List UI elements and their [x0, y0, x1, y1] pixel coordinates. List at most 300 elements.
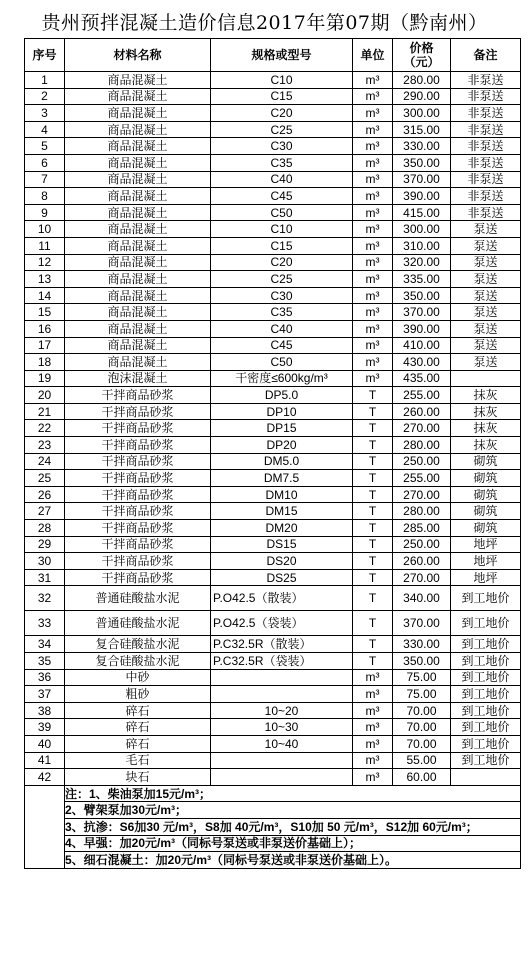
spec-model-cell: C35 — [211, 154, 353, 171]
remark-cell: 非泵送 — [451, 105, 521, 122]
row-number-cell: 23 — [25, 437, 65, 454]
unit-cell: m³ — [353, 72, 393, 89]
table-row — [25, 138, 521, 155]
table-row — [25, 702, 521, 719]
remark-cell: 泵送 — [451, 304, 521, 321]
header-note: 备注 — [451, 39, 521, 72]
material-name-cell: 干拌商品砂浆 — [65, 486, 211, 503]
remark-cell: 砌筑 — [451, 453, 521, 470]
material-name-cell: 块石 — [65, 769, 211, 786]
row-number-cell: 39 — [25, 719, 65, 736]
spec-model-cell: C40 — [211, 171, 353, 188]
note-row — [25, 785, 521, 802]
unit-cell: m³ — [353, 105, 393, 122]
spec-model-cell: 10~40 — [211, 735, 353, 752]
unit-cell: T — [353, 553, 393, 570]
table-row — [25, 320, 521, 337]
price-cell: 390.00 — [393, 188, 451, 205]
material-name-cell: 毛石 — [65, 752, 211, 769]
remark-cell — [451, 370, 521, 387]
price-cell: 75.00 — [393, 686, 451, 703]
unit-cell: T — [353, 520, 393, 537]
table-row — [25, 611, 521, 636]
table-row — [25, 88, 521, 105]
unit-cell: T — [353, 611, 393, 636]
unit-cell: m³ — [353, 719, 393, 736]
table-row — [25, 188, 521, 205]
unit-cell: m³ — [353, 769, 393, 786]
spec-model-cell: DM7.5 — [211, 470, 353, 487]
remark-cell: 砌筑 — [451, 503, 521, 520]
spec-model-cell: P.C32.5R（散装） — [211, 636, 353, 653]
remark-cell: 非泵送 — [451, 171, 521, 188]
table-row — [25, 503, 521, 520]
material-name-cell: 商品混凝土 — [65, 254, 211, 271]
table-row — [25, 437, 521, 454]
material-name-cell: 泡沫混凝土 — [65, 370, 211, 387]
spec-model-cell — [211, 769, 353, 786]
material-name-cell: 碎石 — [65, 735, 211, 752]
spec-model-cell: C10 — [211, 72, 353, 89]
remark-cell: 地坪 — [451, 536, 521, 553]
price-cell: 315.00 — [393, 121, 451, 138]
remark-cell: 到工地价 — [451, 586, 521, 611]
remark-cell: 非泵送 — [451, 188, 521, 205]
remark-cell: 泵送 — [451, 237, 521, 254]
remark-cell: 地坪 — [451, 553, 521, 570]
unit-cell: m³ — [353, 271, 393, 288]
price-cell: 250.00 — [393, 536, 451, 553]
spec-model-cell: C35 — [211, 304, 353, 321]
header-name: 材料名称 — [65, 39, 211, 72]
row-number-cell: 41 — [25, 752, 65, 769]
spec-model-cell: C25 — [211, 271, 353, 288]
table-row — [25, 486, 521, 503]
price-cell: 350.00 — [393, 653, 451, 670]
price-cell: 255.00 — [393, 470, 451, 487]
row-number-cell: 31 — [25, 569, 65, 586]
note-row — [25, 818, 521, 835]
spec-model-cell — [211, 669, 353, 686]
row-number-cell: 22 — [25, 420, 65, 437]
price-cell: 390.00 — [393, 320, 451, 337]
unit-cell: T — [353, 536, 393, 553]
row-number-cell: 13 — [25, 271, 65, 288]
price-cell: 255.00 — [393, 387, 451, 404]
document-title: 贵州预拌混凝土造价信息2017年第07期（黔南州） — [41, 12, 488, 34]
spec-model-cell: C30 — [211, 287, 353, 304]
note-text: 4、早强：加20元/m³（同标号泵送或非泵送价基础上）； — [65, 835, 521, 852]
row-number-cell: 38 — [25, 702, 65, 719]
remark-cell: 到工地价 — [451, 719, 521, 736]
row-number-cell: 6 — [25, 154, 65, 171]
row-number-cell: 34 — [25, 636, 65, 653]
material-name-cell: 干拌商品砂浆 — [65, 437, 211, 454]
price-table — [24, 38, 521, 869]
header-no: 序号 — [25, 39, 65, 72]
price-cell: 70.00 — [393, 702, 451, 719]
table-row — [25, 154, 521, 171]
row-number-cell: 28 — [25, 520, 65, 537]
spec-model-cell: DS15 — [211, 536, 353, 553]
note-text: 2、臂架泵加30元/m³； — [65, 802, 521, 819]
row-number-cell: 4 — [25, 121, 65, 138]
table-header-row — [25, 39, 521, 72]
table-row — [25, 105, 521, 122]
unit-cell: m³ — [353, 320, 393, 337]
spec-model-cell: DS25 — [211, 569, 353, 586]
spec-model-cell — [211, 686, 353, 703]
remark-cell: 泵送 — [451, 271, 521, 288]
remark-cell: 到工地价 — [451, 702, 521, 719]
table-row — [25, 520, 521, 537]
material-name-cell: 商品混凝土 — [65, 121, 211, 138]
remark-cell: 泵送 — [451, 221, 521, 238]
material-name-cell: 干拌商品砂浆 — [65, 553, 211, 570]
price-cell: 60.00 — [393, 769, 451, 786]
row-number-cell: 19 — [25, 370, 65, 387]
table-row — [25, 752, 521, 769]
remark-cell: 非泵送 — [451, 72, 521, 89]
price-cell: 270.00 — [393, 420, 451, 437]
table-row — [25, 354, 521, 371]
remark-cell: 泵送 — [451, 287, 521, 304]
material-name-cell: 普通硅酸盐水泥 — [65, 611, 211, 636]
table-row — [25, 453, 521, 470]
material-name-cell: 普通硅酸盐水泥 — [65, 586, 211, 611]
unit-cell: T — [353, 569, 393, 586]
row-number-cell: 5 — [25, 138, 65, 155]
table-row — [25, 569, 521, 586]
unit-cell: m³ — [353, 254, 393, 271]
price-cell: 300.00 — [393, 105, 451, 122]
material-name-cell: 干拌商品砂浆 — [65, 453, 211, 470]
unit-cell: m³ — [353, 669, 393, 686]
row-number-cell: 25 — [25, 470, 65, 487]
notes-blank-cell — [25, 785, 65, 868]
price-cell: 55.00 — [393, 752, 451, 769]
unit-cell: T — [353, 486, 393, 503]
material-name-cell: 碎石 — [65, 702, 211, 719]
material-name-cell: 复合硅酸盐水泥 — [65, 636, 211, 653]
row-number-cell: 12 — [25, 254, 65, 271]
price-cell: 280.00 — [393, 72, 451, 89]
material-name-cell: 商品混凝土 — [65, 72, 211, 89]
unit-cell: T — [353, 437, 393, 454]
unit-cell: m³ — [353, 121, 393, 138]
remark-cell: 抹灰 — [451, 403, 521, 420]
material-name-cell: 中砂 — [65, 669, 211, 686]
spec-model-cell: DP10 — [211, 403, 353, 420]
unit-cell: m³ — [353, 702, 393, 719]
price-cell: 370.00 — [393, 304, 451, 321]
row-number-cell: 40 — [25, 735, 65, 752]
material-name-cell: 商品混凝土 — [65, 221, 211, 238]
unit-cell: T — [353, 387, 393, 404]
spec-model-cell: C40 — [211, 320, 353, 337]
spec-model-cell: C20 — [211, 105, 353, 122]
row-number-cell: 30 — [25, 553, 65, 570]
unit-cell: m³ — [353, 237, 393, 254]
remark-cell: 抹灰 — [451, 437, 521, 454]
row-number-cell: 18 — [25, 354, 65, 371]
spec-model-cell: DP5.0 — [211, 387, 353, 404]
spec-model-cell: DM10 — [211, 486, 353, 503]
spec-model-cell: C50 — [211, 204, 353, 221]
spec-model-cell: DM15 — [211, 503, 353, 520]
material-name-cell: 粗砂 — [65, 686, 211, 703]
spec-model-cell: P.O42.5（袋装） — [211, 611, 353, 636]
remark-cell: 到工地价 — [451, 752, 521, 769]
remark-cell: 非泵送 — [451, 138, 521, 155]
unit-cell: T — [353, 503, 393, 520]
material-name-cell: 干拌商品砂浆 — [65, 387, 211, 404]
spec-model-cell: C30 — [211, 138, 353, 155]
table-row — [25, 653, 521, 670]
spec-model-cell: C50 — [211, 354, 353, 371]
unit-cell: m³ — [353, 686, 393, 703]
unit-cell: m³ — [353, 354, 393, 371]
material-name-cell: 碎石 — [65, 719, 211, 736]
spec-model-cell: C45 — [211, 337, 353, 354]
remark-cell: 抹灰 — [451, 420, 521, 437]
price-cell: 370.00 — [393, 171, 451, 188]
material-name-cell: 商品混凝土 — [65, 154, 211, 171]
row-number-cell: 32 — [25, 586, 65, 611]
row-number-cell: 37 — [25, 686, 65, 703]
spec-model-cell: DS20 — [211, 553, 353, 570]
spec-model-cell: DM5.0 — [211, 453, 353, 470]
unit-cell: T — [353, 420, 393, 437]
spec-model-cell: 10~30 — [211, 719, 353, 736]
header-spec: 规格或型号 — [211, 39, 353, 72]
spec-model-cell: DP15 — [211, 420, 353, 437]
row-number-cell: 14 — [25, 287, 65, 304]
spec-model-cell: 干密度≤600kg/m³ — [211, 370, 353, 387]
table-row — [25, 171, 521, 188]
row-number-cell: 8 — [25, 188, 65, 205]
row-number-cell: 42 — [25, 769, 65, 786]
price-cell: 350.00 — [393, 154, 451, 171]
row-number-cell: 1 — [25, 72, 65, 89]
spec-model-cell: P.C32.5R（袋装） — [211, 653, 353, 670]
spec-model-cell: C10 — [211, 221, 353, 238]
material-name-cell: 干拌商品砂浆 — [65, 503, 211, 520]
remark-cell: 非泵送 — [451, 204, 521, 221]
unit-cell: m³ — [353, 88, 393, 105]
unit-cell: T — [353, 636, 393, 653]
price-cell: 320.00 — [393, 254, 451, 271]
unit-cell: m³ — [353, 287, 393, 304]
remark-cell: 砌筑 — [451, 486, 521, 503]
row-number-cell: 3 — [25, 105, 65, 122]
material-name-cell: 商品混凝土 — [65, 354, 211, 371]
row-number-cell: 26 — [25, 486, 65, 503]
header-price — [393, 39, 451, 72]
row-number-cell: 33 — [25, 611, 65, 636]
table-row — [25, 586, 521, 611]
remark-cell: 非泵送 — [451, 88, 521, 105]
row-number-cell: 21 — [25, 403, 65, 420]
table-row — [25, 121, 521, 138]
material-name-cell: 干拌商品砂浆 — [65, 470, 211, 487]
unit-cell: T — [353, 453, 393, 470]
material-name-cell: 商品混凝土 — [65, 171, 211, 188]
unit-cell: m³ — [353, 138, 393, 155]
remark-cell — [451, 769, 521, 786]
unit-cell: T — [353, 586, 393, 611]
table-row — [25, 420, 521, 437]
row-number-cell: 9 — [25, 204, 65, 221]
price-cell: 300.00 — [393, 221, 451, 238]
unit-cell: m³ — [353, 337, 393, 354]
table-row — [25, 636, 521, 653]
material-name-cell: 复合硅酸盐水泥 — [65, 653, 211, 670]
remark-cell: 泵送 — [451, 254, 521, 271]
material-name-cell: 商品混凝土 — [65, 138, 211, 155]
table-row — [25, 536, 521, 553]
price-cell: 310.00 — [393, 237, 451, 254]
row-number-cell: 11 — [25, 237, 65, 254]
remark-cell: 泵送 — [451, 320, 521, 337]
material-name-cell: 商品混凝土 — [65, 237, 211, 254]
table-row — [25, 271, 521, 288]
remark-cell: 非泵送 — [451, 154, 521, 171]
note-text: 3、抗渗：S6加30 元/m³，S8加 40元/m³，S10加 50 元/m³，S12加 60元/m³； — [65, 818, 521, 835]
unit-cell: m³ — [353, 304, 393, 321]
row-number-cell: 36 — [25, 669, 65, 686]
remark-cell: 到工地价 — [451, 669, 521, 686]
spec-model-cell: DP20 — [211, 437, 353, 454]
table-row — [25, 370, 521, 387]
remark-cell: 非泵送 — [451, 121, 521, 138]
row-number-cell: 16 — [25, 320, 65, 337]
spec-model-cell: C15 — [211, 237, 353, 254]
table-row — [25, 72, 521, 89]
row-number-cell: 24 — [25, 453, 65, 470]
table-body — [25, 72, 521, 869]
unit-cell: T — [353, 653, 393, 670]
row-number-cell: 20 — [25, 387, 65, 404]
material-name-cell: 商品混凝土 — [65, 105, 211, 122]
price-cell: 270.00 — [393, 569, 451, 586]
table-row — [25, 387, 521, 404]
remark-cell: 砌筑 — [451, 520, 521, 537]
spec-model-cell: C45 — [211, 188, 353, 205]
remark-cell: 抹灰 — [451, 387, 521, 404]
unit-cell: m³ — [353, 221, 393, 238]
material-name-cell: 干拌商品砂浆 — [65, 520, 211, 537]
unit-cell: T — [353, 470, 393, 487]
price-cell: 335.00 — [393, 271, 451, 288]
price-cell: 370.00 — [393, 611, 451, 636]
note-text: 注：1、柴油泵加15元/m³； — [65, 785, 521, 802]
price-cell: 330.00 — [393, 636, 451, 653]
price-cell: 280.00 — [393, 437, 451, 454]
note-row — [25, 835, 521, 852]
table-row — [25, 204, 521, 221]
price-cell: 410.00 — [393, 337, 451, 354]
note-text: 5、细石混凝土：加20元/m³（同标号泵送或非泵送价基础上）。 — [65, 852, 521, 869]
price-cell: 270.00 — [393, 486, 451, 503]
remark-cell: 砌筑 — [451, 470, 521, 487]
material-name-cell: 商品混凝土 — [65, 320, 211, 337]
table-row — [25, 470, 521, 487]
remark-cell: 泵送 — [451, 354, 521, 371]
remark-cell: 到工地价 — [451, 653, 521, 670]
price-cell: 350.00 — [393, 287, 451, 304]
table-row — [25, 719, 521, 736]
price-cell: 260.00 — [393, 403, 451, 420]
table-row — [25, 403, 521, 420]
price-cell: 290.00 — [393, 88, 451, 105]
table-row — [25, 221, 521, 238]
unit-cell: T — [353, 403, 393, 420]
row-number-cell: 15 — [25, 304, 65, 321]
price-cell: 330.00 — [393, 138, 451, 155]
row-number-cell: 2 — [25, 88, 65, 105]
header-price-line1: 价格 — [409, 41, 434, 55]
header-price-line2: （元） — [403, 55, 440, 69]
unit-cell: m³ — [353, 188, 393, 205]
remark-cell: 到工地价 — [451, 686, 521, 703]
table-row — [25, 237, 521, 254]
unit-cell: m³ — [353, 154, 393, 171]
material-name-cell: 干拌商品砂浆 — [65, 569, 211, 586]
table-row — [25, 254, 521, 271]
table-row — [25, 735, 521, 752]
table-row — [25, 553, 521, 570]
spec-model-cell: P.O42.5（散装） — [211, 586, 353, 611]
price-cell: 250.00 — [393, 453, 451, 470]
table-row — [25, 304, 521, 321]
row-number-cell: 7 — [25, 171, 65, 188]
price-cell: 415.00 — [393, 204, 451, 221]
price-cell: 70.00 — [393, 735, 451, 752]
row-number-cell: 10 — [25, 221, 65, 238]
price-cell: 260.00 — [393, 553, 451, 570]
spec-model-cell: C15 — [211, 88, 353, 105]
remark-cell: 地坪 — [451, 569, 521, 586]
table-row — [25, 287, 521, 304]
unit-cell: m³ — [353, 171, 393, 188]
material-name-cell: 商品混凝土 — [65, 271, 211, 288]
table-row — [25, 337, 521, 354]
material-name-cell: 商品混凝土 — [65, 188, 211, 205]
unit-cell: m³ — [353, 370, 393, 387]
row-number-cell: 29 — [25, 536, 65, 553]
material-name-cell: 商品混凝土 — [65, 304, 211, 321]
price-cell: 340.00 — [393, 586, 451, 611]
row-number-cell: 35 — [25, 653, 65, 670]
material-name-cell: 商品混凝土 — [65, 337, 211, 354]
table-row — [25, 686, 521, 703]
spec-model-cell: 10~20 — [211, 702, 353, 719]
price-cell: 285.00 — [393, 520, 451, 537]
table-row — [25, 769, 521, 786]
spec-model-cell — [211, 752, 353, 769]
header-unit: 单位 — [353, 39, 393, 72]
material-name-cell: 干拌商品砂浆 — [65, 536, 211, 553]
table-row — [25, 669, 521, 686]
material-name-cell: 商品混凝土 — [65, 204, 211, 221]
note-row — [25, 852, 521, 869]
price-cell: 435.00 — [393, 370, 451, 387]
remark-cell: 泵送 — [451, 337, 521, 354]
unit-cell: m³ — [353, 204, 393, 221]
spec-model-cell: C25 — [211, 121, 353, 138]
remark-cell: 到工地价 — [451, 636, 521, 653]
